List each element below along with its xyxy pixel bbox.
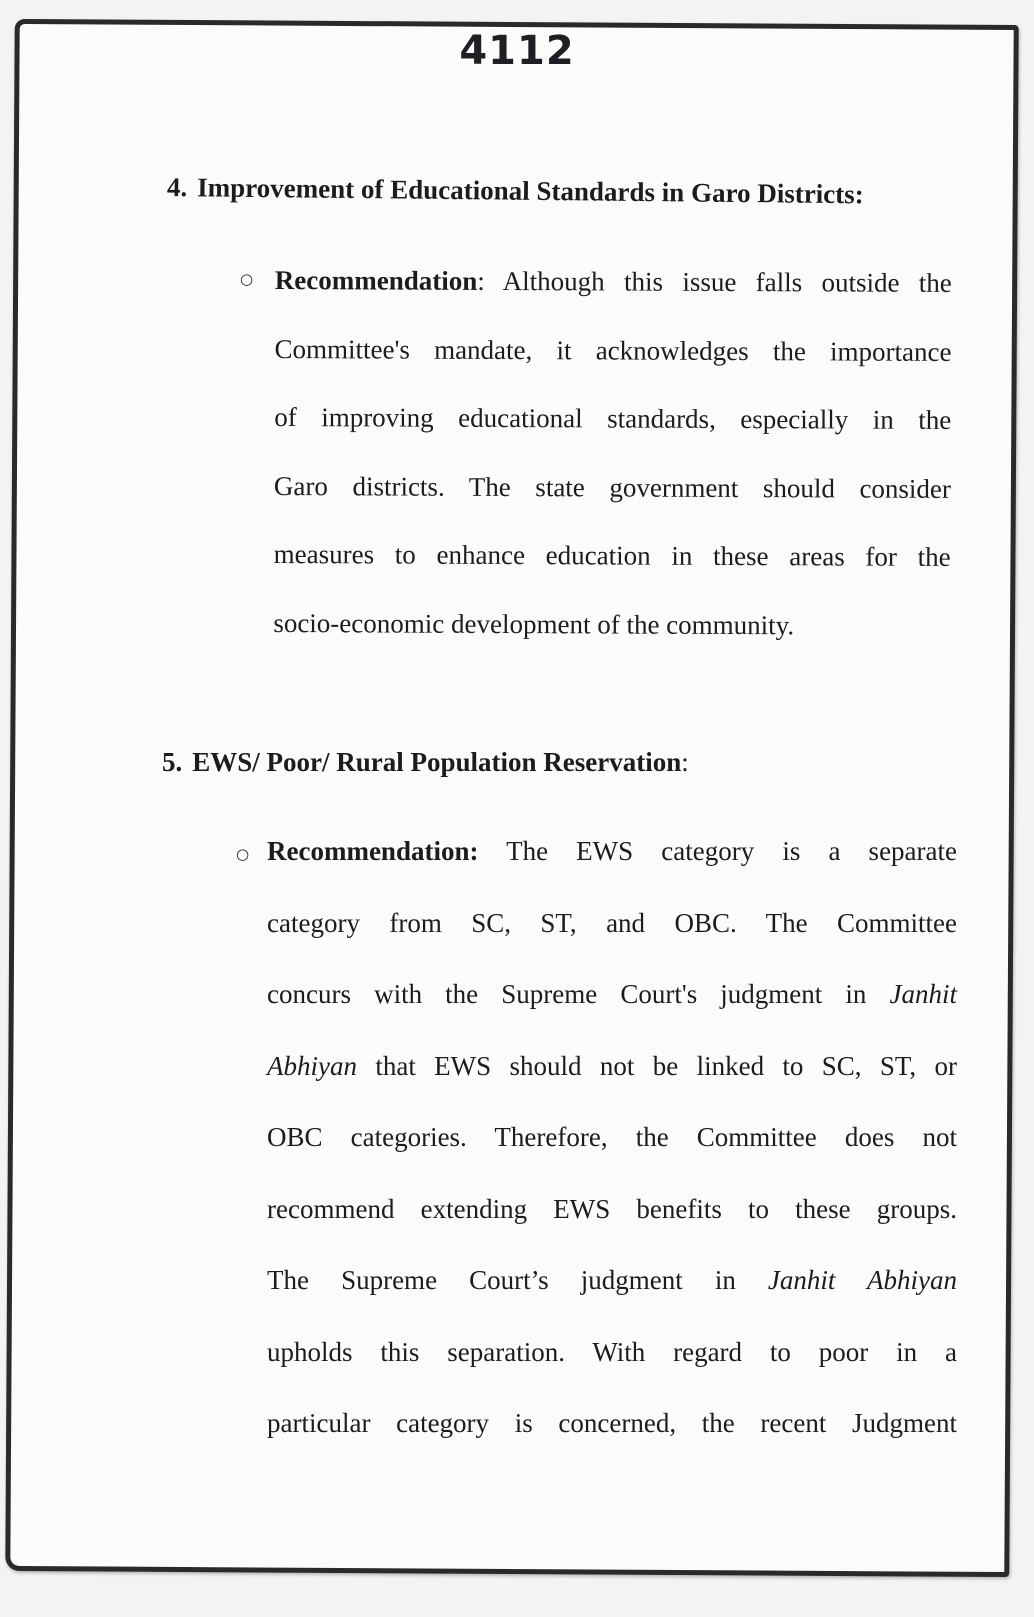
recommendation-paragraph-5 xyxy=(267,816,957,1460)
text-line: The Supreme Court’s judgment in Janhit Abhiyan xyxy=(267,1265,957,1295)
case-name: Janhit Abhiyan xyxy=(767,1265,957,1295)
recommendation-paragraph-4 xyxy=(273,246,952,660)
section-heading-5: 5. EWS/ Poor/ Rural Population Reservation: xyxy=(162,747,689,777)
text-line: category from SC, ST, and OBC. The Committee xyxy=(267,907,957,938)
case-name: Janhit xyxy=(889,979,957,1009)
hollow-bullet-icon: ○ xyxy=(240,270,254,288)
hollow-bullet-icon: ○ xyxy=(236,845,250,863)
text-line: measures to enhance education in these areas for the xyxy=(273,538,951,572)
page-number: 4112 xyxy=(459,28,575,74)
text-line: upholds this separation. With regard to poor in a xyxy=(267,1336,957,1367)
text-line: OBC categories. Therefore, the Committee does not xyxy=(267,1122,957,1152)
text-line: Committee's mandate, it acknowledges the importance xyxy=(274,333,952,367)
section-number: 5. xyxy=(162,747,183,777)
text-line: recommend extending EWS benefits to these groups. xyxy=(267,1193,957,1224)
section-title: Improvement of Educational Standards in Garo Districts: xyxy=(197,172,864,210)
text-line: Recommendation: Although this issue falls outside the xyxy=(274,264,952,298)
case-name: Abhiyan xyxy=(267,1050,357,1081)
text-line: Abhiyan that EWS should not be linked to SC, ST, or xyxy=(267,1050,957,1081)
text-line: of improving educational standards, especially in the xyxy=(274,401,952,435)
section-title: EWS/ Poor/ Rural Population Reservation xyxy=(192,747,682,777)
text-line: particular category is concerned, the recent Judgment xyxy=(267,1408,957,1438)
section-number: 4. xyxy=(166,172,188,203)
recommendation-label: Recommendation xyxy=(274,264,478,296)
text-line: Recommendation: The EWS category is a separate xyxy=(267,836,957,866)
text-line: socio-economic development of the community. xyxy=(273,607,795,640)
recommendation-label: Recommendation: xyxy=(267,836,479,866)
text-line: concurs with the Supreme Court's judgment in Janhit xyxy=(267,979,957,1009)
text-line: Garo districts. The state government should consider xyxy=(273,470,952,504)
